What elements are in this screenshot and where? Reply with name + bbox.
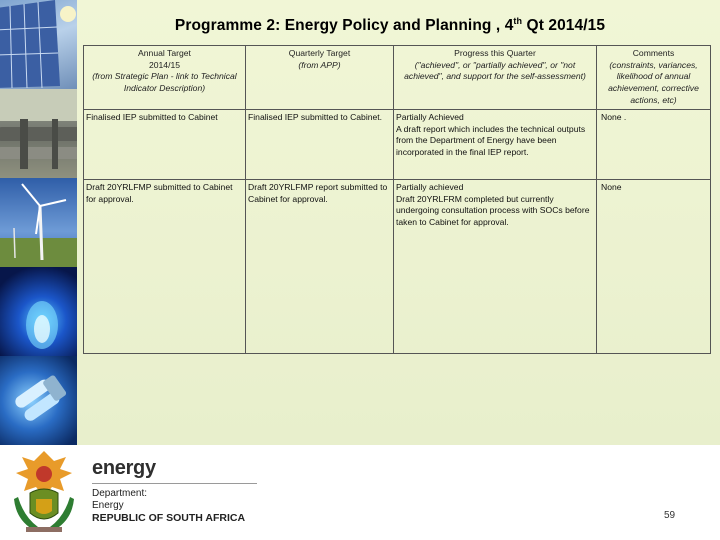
header-comments: Comments (constraints, variances, likelihood of annual achievement, corrective actions, etc) <box>597 46 711 110</box>
table-row <box>84 180 711 354</box>
cell-progress <box>394 110 597 180</box>
slide-title: Programme 2: Energy Policy and Planning , 4th Qt 2014/15 <box>174 16 606 35</box>
pipeline-image <box>0 89 77 179</box>
brand-divider <box>92 483 257 484</box>
country-name: REPUBLIC OF SOUTH AFRICA <box>92 512 246 524</box>
solar-panel-image <box>0 0 77 90</box>
department-block <box>92 488 245 524</box>
cell-comments: None <box>597 180 711 354</box>
brand-wordmark: energy <box>92 457 156 479</box>
wind-turbine-image <box>0 178 77 268</box>
coat-of-arms-icon <box>8 447 80 535</box>
header-annual-target: Annual Target 2014/15 (from Strategic Plan - link to Technical Indicator Description) <box>84 46 246 110</box>
cell-comments: None . <box>597 110 711 180</box>
header-quarterly-target: Quarterly Target (from APP) <box>246 46 394 110</box>
table-row <box>84 110 711 180</box>
header-progress: Progress this Quarter ("achieved", or "partially achieved", or "not achieved", and support for the self-assessment) <box>394 46 597 110</box>
performance-table <box>83 45 711 354</box>
progress-status: Partially Achieved <box>396 112 464 122</box>
department-label: Department: <box>92 488 148 499</box>
cell-annual-target: Finalised IEP submitted to Cabinet <box>84 110 246 180</box>
light-bulb-image <box>0 356 77 446</box>
progress-detail: Draft 20YRLFRM completed but currently undergoing consultation process with SOCs before taken to Cabinet for approval. <box>396 193 590 228</box>
page-number: 59 <box>664 510 676 521</box>
cell-annual-target: Draft 20YRLFMP submitted to Cabinet for approval. <box>84 180 246 354</box>
progress-status: Partially achieved <box>396 182 464 192</box>
progress-detail: A draft report which includes the technical outputs from the Department of Energy have been incorporated in the final IEP report. <box>396 123 586 158</box>
table-header-row <box>84 46 711 110</box>
department-name: Energy <box>92 500 124 511</box>
cell-progress <box>394 180 597 354</box>
gas-flame-image <box>0 267 77 357</box>
cell-quarterly-target: Finalised IEP submitted to Cabinet. <box>246 110 394 180</box>
energy-image-strip <box>0 0 77 445</box>
cell-quarterly-target: Draft 20YRLFMP report submitted to Cabinet for approval. <box>246 180 394 354</box>
